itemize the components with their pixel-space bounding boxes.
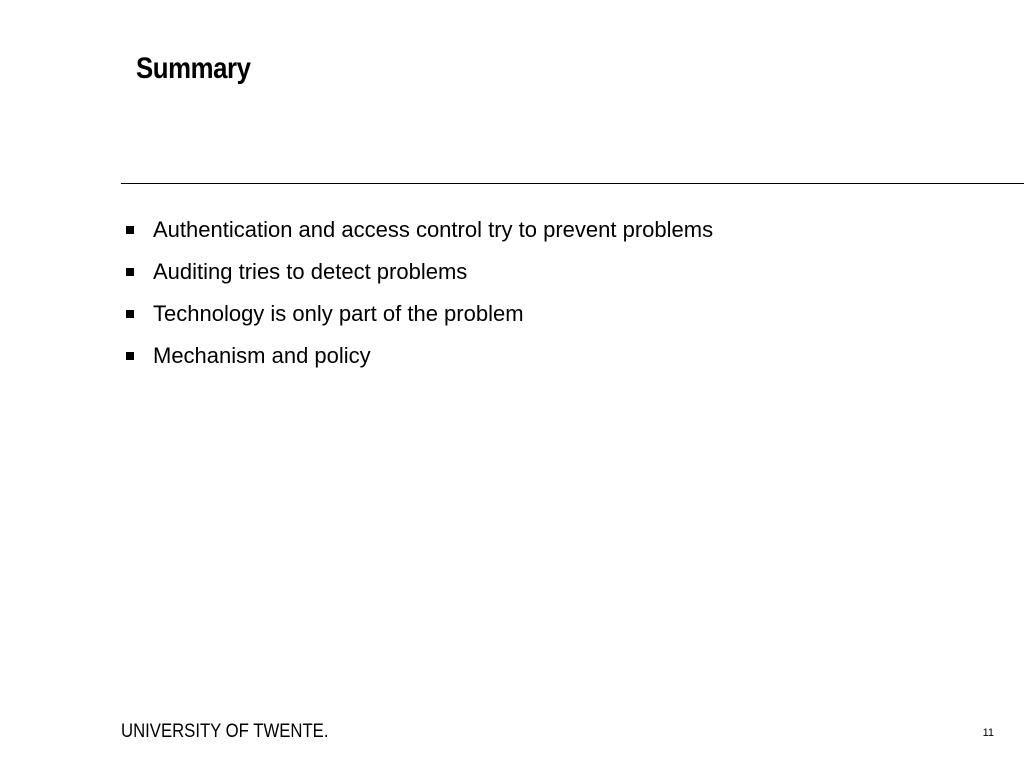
bullet-text: Auditing tries to detect problems <box>153 259 468 284</box>
square-bullet-icon <box>126 310 134 318</box>
university-logo: UNIVERSITY OF TWENTE. <box>121 721 329 742</box>
square-bullet-icon <box>126 352 134 360</box>
bullet-text: Authentication and access control try to prevent problems <box>153 217 714 242</box>
title-divider <box>121 183 1024 184</box>
square-bullet-icon <box>126 268 134 276</box>
bullet-text: Technology is only part of the problem <box>153 301 524 326</box>
page-number: 11 <box>982 727 994 739</box>
square-bullet-icon <box>126 226 134 234</box>
bullet-text: Mechanism and policy <box>153 343 371 368</box>
slide-title: Summary <box>136 52 251 85</box>
